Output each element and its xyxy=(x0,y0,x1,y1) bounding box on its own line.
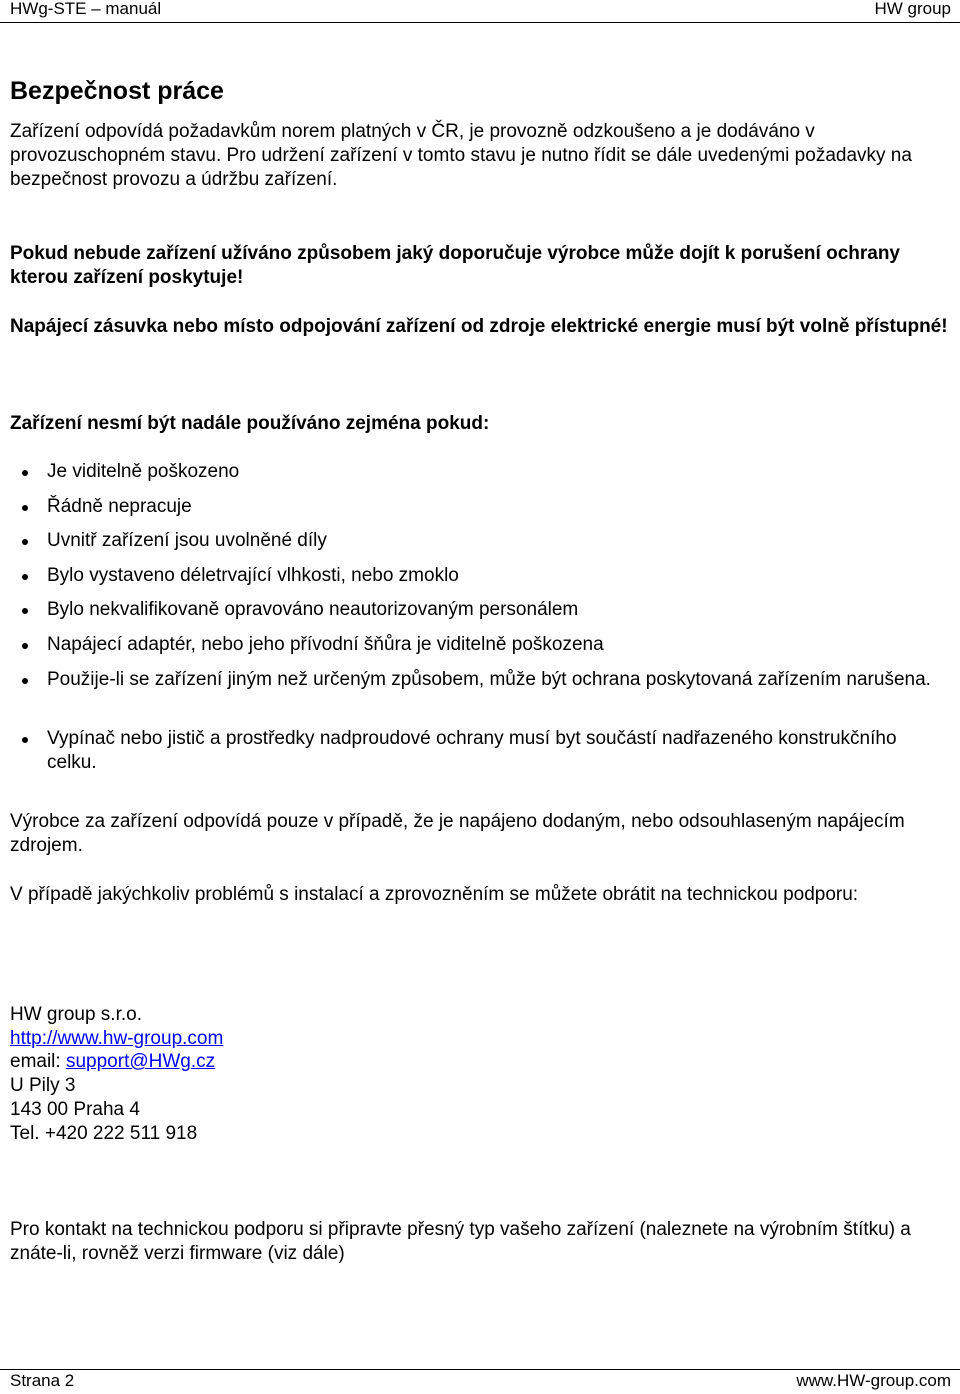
bullet-icon xyxy=(22,608,28,614)
list-item-text: Řádně nepracuje xyxy=(47,496,192,517)
bullet-icon xyxy=(22,643,28,649)
company-name: HW group s.r.o. xyxy=(10,1004,142,1025)
bullet-icon xyxy=(22,505,28,511)
phone-number: Tel. +420 222 511 918 xyxy=(10,1123,198,1144)
support-note-paragraph: Pro kontakt na technickou podporu si připravte přesný typ vašeho zařízení (naleznete na výrobním štítku) a znáte-li, rovněž verzi firmware (viz dále) xyxy=(10,1219,911,1264)
list-item-text: Je viditelně poškozeno xyxy=(47,461,240,482)
email-link[interactable]: support@HWg.cz xyxy=(65,1051,216,1072)
section-title: Bezpečnost práce xyxy=(10,77,224,105)
header-company: HW group xyxy=(874,0,951,18)
page-header xyxy=(0,0,960,23)
support-intro-paragraph: V případě jakýchkoliv problémů s instalací a zprovozněním se můžete obrátit na technickou podporu: xyxy=(10,884,859,905)
bullet-icon xyxy=(22,737,28,743)
list-item-text: Uvnitř zařízení jsou uvolněné díly xyxy=(47,530,327,551)
bullet-icon xyxy=(22,574,28,580)
list-item-text: Použije-li se zařízení jiným než určeným způsobem, může být ochrana poskytovaná zařízením narušena. xyxy=(47,669,931,690)
page-number: Strana 2 xyxy=(10,1371,75,1390)
email-line xyxy=(10,1050,215,1074)
responsibility-paragraph: Výrobce za zařízení odpovídá pouze v případě, že je napájeno dodaným, nebo odsouhlaseným napájecím zdrojem. xyxy=(10,811,905,856)
list-item-text: Vypínač nebo jistič a prostředky nadproudové ochrany musí byt součástí nadřazeného konstrukčního celku. xyxy=(47,728,897,773)
conditions-heading: Zařízení nesmí být nadále používáno zejména pokud: xyxy=(10,413,490,434)
website-link[interactable]: http://www.hw-group.com xyxy=(10,1028,224,1049)
website-line xyxy=(10,1027,223,1051)
header-manual-title: HWg-STE – manuál xyxy=(10,0,162,18)
bullet-icon xyxy=(22,470,28,476)
list-item-text: Bylo nekvalifikovaně opravováno neautorizovaným personálem xyxy=(47,599,579,620)
footer-website: www.HW-group.com xyxy=(796,1371,951,1390)
list-item-text: Napájecí adaptér, nebo jeho přívodní šňůra je viditelně poškozena xyxy=(47,634,604,655)
email-label: email: xyxy=(10,1051,66,1072)
page-footer xyxy=(0,1369,960,1394)
address-street: U Pily 3 xyxy=(10,1075,76,1096)
intro-paragraph: Zařízení odpovídá požadavkům norem platných v ČR, je provozně odzkoušeno a je dodáváno v provozuschopném stavu. Pro udržení zařízení v tomto stavu je nutno řídit se dále uvedenými požadavky na bezpečnost provozu a údržbu zařízení. xyxy=(10,121,912,190)
bullet-icon xyxy=(22,678,28,684)
warning-paragraph-power-socket: Napájecí zásuvka nebo místo odpojování zařízení od zdroje elektrické energie musí být volně přístupné! xyxy=(10,316,948,337)
address-city: 143 00 Praha 4 xyxy=(10,1099,140,1120)
bullet-icon xyxy=(22,539,28,545)
warning-paragraph-usage: Pokud nebude zařízení užíváno způsobem jaký doporučuje výrobce může dojít k porušení ochrany kterou zařízení poskytuje! xyxy=(10,243,901,288)
list-item-text: Bylo vystaveno déletrvající vlhkosti, nebo zmoklo xyxy=(47,565,459,586)
